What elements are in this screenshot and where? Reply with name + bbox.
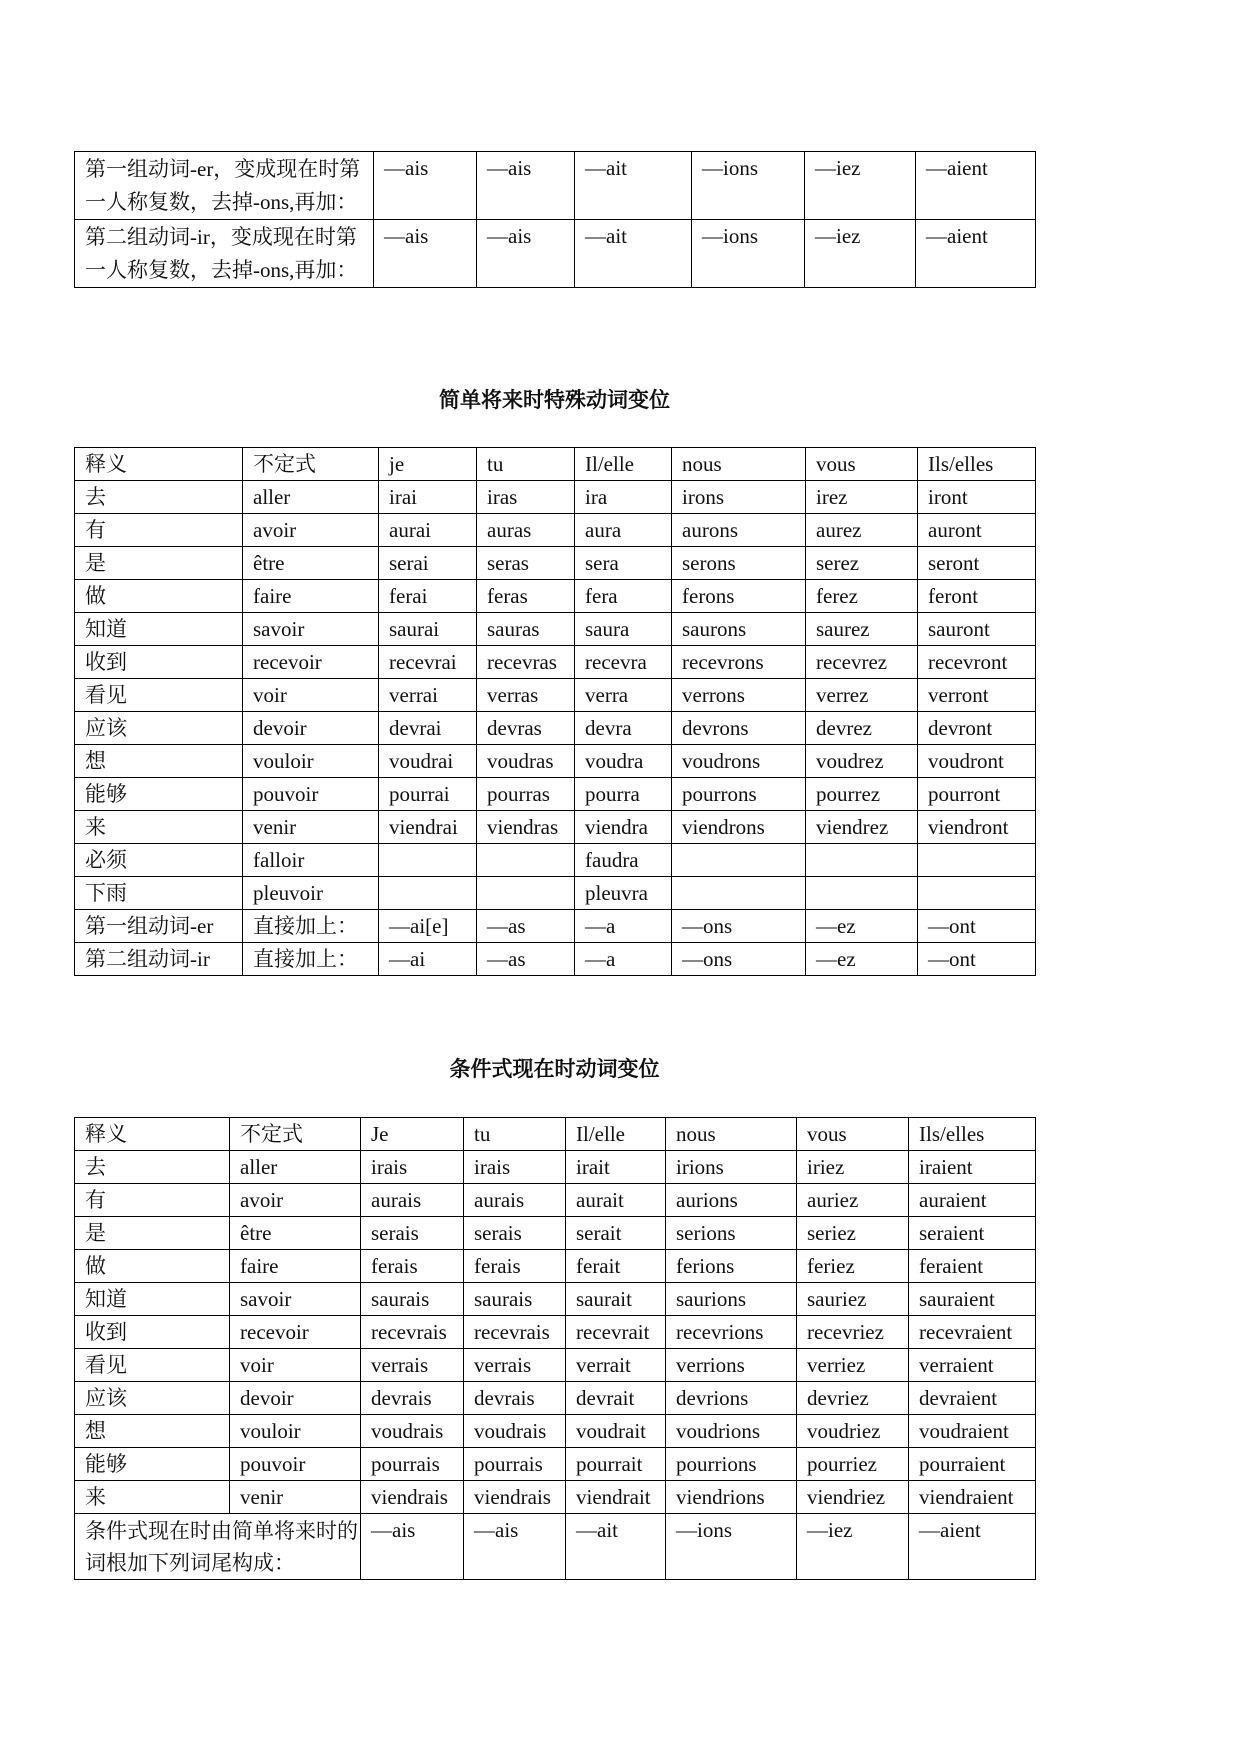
row-label-cell: 能够 — [75, 778, 243, 811]
row-label-cell: 知道 — [75, 1283, 230, 1316]
column-header: Ils/elles — [918, 448, 1036, 481]
conjugation-cell: voudrais — [464, 1415, 566, 1448]
conjugation-cell: feront — [918, 580, 1036, 613]
table-row — [75, 943, 1036, 976]
conjugation-cell: —ions — [692, 152, 805, 220]
row-label-cell: 看见 — [75, 679, 243, 712]
conjugation-cell: pourrions — [666, 1448, 797, 1481]
conjugation-cell: ira — [575, 481, 672, 514]
conjugation-cell — [477, 844, 575, 877]
conjugation-cell: —ais — [374, 220, 477, 288]
conjugation-cell: devrais — [464, 1382, 566, 1415]
conjugation-cell — [672, 877, 806, 910]
conjugation-cell: iras — [477, 481, 575, 514]
conjugation-cell: recevrai — [379, 646, 477, 679]
table-row — [75, 580, 1036, 613]
conjugation-cell: verrions — [666, 1349, 797, 1382]
column-header: Il/elle — [566, 1118, 666, 1151]
conjugation-cell: auras — [477, 514, 575, 547]
conjugation-cell: recevriez — [797, 1316, 909, 1349]
row-label-cell: 第一组动词-er — [75, 910, 243, 943]
table-row — [75, 1217, 1036, 1250]
conjugation-cell — [806, 844, 918, 877]
conjugation-cell: savoir — [243, 613, 379, 646]
conjugation-cell: pouvoir — [230, 1448, 361, 1481]
conjugation-cell: être — [243, 547, 379, 580]
conjugation-cell: verrait — [566, 1349, 666, 1382]
conjugation-cell: saura — [575, 613, 672, 646]
table-row — [75, 745, 1036, 778]
column-header: nous — [666, 1118, 797, 1151]
conjugation-cell: recevront — [918, 646, 1036, 679]
conjugation-cell: —ez — [806, 943, 918, 976]
conjugation-cell: voudrons — [672, 745, 806, 778]
conjugation-cell: verrais — [361, 1349, 464, 1382]
conjugation-cell: —a — [575, 943, 672, 976]
conjugation-cell: recevrais — [464, 1316, 566, 1349]
table-row — [75, 778, 1036, 811]
conjugation-cell: ferait — [566, 1250, 666, 1283]
conjugation-cell: viendriez — [797, 1481, 909, 1514]
conjugation-cell: viendraient — [909, 1481, 1036, 1514]
conjugation-cell: vouloir — [243, 745, 379, 778]
row-label-cell: 必须 — [75, 844, 243, 877]
conjugation-cell: voudrez — [806, 745, 918, 778]
conjugation-cell: recevra — [575, 646, 672, 679]
conjugation-cell: feras — [477, 580, 575, 613]
column-header: vous — [806, 448, 918, 481]
conjugation-cell: verrai — [379, 679, 477, 712]
conjugation-cell — [379, 844, 477, 877]
conjugation-cell: viendrez — [806, 811, 918, 844]
row-label-cell: 想 — [75, 1415, 230, 1448]
conjugation-cell: —ions — [692, 220, 805, 288]
row-label-cell: 去 — [75, 481, 243, 514]
row-label-cell: 看见 — [75, 1349, 230, 1382]
column-header: Il/elle — [575, 448, 672, 481]
table-row — [75, 1184, 1036, 1217]
conjugation-cell: verraient — [909, 1349, 1036, 1382]
conjugation-cell: être — [230, 1217, 361, 1250]
conjugation-cell: aurez — [806, 514, 918, 547]
conjugation-cell: voudraient — [909, 1415, 1036, 1448]
conjugation-cell: irait — [566, 1151, 666, 1184]
conjugation-cell: irais — [361, 1151, 464, 1184]
conjugation-cell: 直接加上： — [243, 943, 379, 976]
conjugation-cell: seras — [477, 547, 575, 580]
conjugation-cell: voir — [230, 1349, 361, 1382]
conjugation-cell: ferai — [379, 580, 477, 613]
conjugation-cell: verras — [477, 679, 575, 712]
conjugation-cell: —ai — [379, 943, 477, 976]
conjugation-cell: —as — [477, 943, 575, 976]
conjugation-cell: devoir — [243, 712, 379, 745]
table-row — [75, 844, 1036, 877]
conjugation-cell: viendrai — [379, 811, 477, 844]
conjugation-cell: pourrais — [464, 1448, 566, 1481]
conjugation-cell: saurait — [566, 1283, 666, 1316]
conjugation-cell: aurait — [566, 1184, 666, 1217]
conjugation-cell: ferions — [666, 1250, 797, 1283]
table-row — [75, 877, 1036, 910]
conjugation-cell: iront — [918, 481, 1036, 514]
conjugation-cell: devrai — [379, 712, 477, 745]
table-row — [75, 514, 1036, 547]
column-header: tu — [464, 1118, 566, 1151]
conjugation-cell: venir — [230, 1481, 361, 1514]
conjugation-cell: —ais — [374, 152, 477, 220]
conjugation-cell: feriez — [797, 1250, 909, 1283]
conjugation-cell: devriez — [797, 1382, 909, 1415]
column-header: Ils/elles — [909, 1118, 1036, 1151]
conjugation-cell: aurais — [464, 1184, 566, 1217]
conjugation-cell: viendrait — [566, 1481, 666, 1514]
conjugation-cell: devront — [918, 712, 1036, 745]
conjugation-cell: pourrai — [379, 778, 477, 811]
conjugation-cell: sauront — [918, 613, 1036, 646]
conjugation-cell — [379, 877, 477, 910]
conjugation-cell: pourront — [918, 778, 1036, 811]
table-row — [75, 1415, 1036, 1448]
conjugation-cell: aurais — [361, 1184, 464, 1217]
row-label-cell: 应该 — [75, 1382, 230, 1415]
conjugation-cell: auront — [918, 514, 1036, 547]
conjugation-cell: pourrez — [806, 778, 918, 811]
conjugation-cell: verrons — [672, 679, 806, 712]
conjugation-cell: verriez — [797, 1349, 909, 1382]
conjugation-cell: sauriez — [797, 1283, 909, 1316]
conjugation-cell: avoir — [243, 514, 379, 547]
conjugation-cell: voir — [243, 679, 379, 712]
table-row — [75, 1481, 1036, 1514]
conjugation-cell: voudrait — [566, 1415, 666, 1448]
conjugation-cell: aller — [230, 1151, 361, 1184]
column-header: 释义 — [75, 448, 243, 481]
conjugation-cell: recevraient — [909, 1316, 1036, 1349]
row-label-cell: 去 — [75, 1151, 230, 1184]
conjugation-cell: faire — [230, 1250, 361, 1283]
ending-cell: —ait — [566, 1514, 666, 1580]
column-header: 不定式 — [243, 448, 379, 481]
conjugation-cell: —aient — [916, 220, 1036, 288]
header-row — [75, 1118, 1036, 1151]
conjugation-cell: falloir — [243, 844, 379, 877]
conjugation-cell: fera — [575, 580, 672, 613]
column-header: Je — [361, 1118, 464, 1151]
conjugation-cell: viendras — [477, 811, 575, 844]
conjugation-cell: pourraient — [909, 1448, 1036, 1481]
conjugation-cell: pleuvra — [575, 877, 672, 910]
conjugation-cell: voudront — [918, 745, 1036, 778]
conjugation-cell: devrez — [806, 712, 918, 745]
conjugation-cell: iraient — [909, 1151, 1036, 1184]
conjugation-cell: recevoir — [243, 646, 379, 679]
column-header: nous — [672, 448, 806, 481]
conjugation-cell: recevras — [477, 646, 575, 679]
conjugation-cell: irez — [806, 481, 918, 514]
conjugation-cell: ferais — [361, 1250, 464, 1283]
table-row — [75, 1250, 1036, 1283]
row-label-cell: 做 — [75, 580, 243, 613]
conjugation-cell: recevrons — [672, 646, 806, 679]
conjugation-cell: viendrais — [361, 1481, 464, 1514]
conjugation-cell: aura — [575, 514, 672, 547]
row-label-cell: 是 — [75, 1217, 230, 1250]
conjugation-cell: pourras — [477, 778, 575, 811]
futur-conjugation-table — [74, 447, 1036, 976]
conjugation-cell: serais — [464, 1217, 566, 1250]
conjugation-cell: seriez — [797, 1217, 909, 1250]
ending-cell: —iez — [797, 1514, 909, 1580]
row-label-cell: 应该 — [75, 712, 243, 745]
ending-cell: —ais — [464, 1514, 566, 1580]
conjugation-cell: feraient — [909, 1250, 1036, 1283]
row-label-cell: 来 — [75, 811, 243, 844]
conjugation-cell: ferais — [464, 1250, 566, 1283]
conjugation-cell: irais — [464, 1151, 566, 1184]
table-row — [75, 910, 1036, 943]
conjugation-cell: viendront — [918, 811, 1036, 844]
conjugation-cell: faudra — [575, 844, 672, 877]
conjugation-cell: saurais — [361, 1283, 464, 1316]
column-header: 不定式 — [230, 1118, 361, 1151]
table-row — [75, 547, 1036, 580]
ending-cell: —ais — [361, 1514, 464, 1580]
conjugation-cell: verrais — [464, 1349, 566, 1382]
row-label-cell: 第二组动词-ir — [75, 943, 243, 976]
row-label-cell: 知道 — [75, 613, 243, 646]
table-row — [75, 646, 1036, 679]
conjugation-cell: seront — [918, 547, 1036, 580]
row-label-cell: 第二组动词-ir，变成现在时第一人称复数，去掉-ons,再加： — [75, 220, 374, 288]
conjugation-cell: —ait — [575, 152, 692, 220]
conjugation-cell: devras — [477, 712, 575, 745]
conjugation-cell: aurions — [666, 1184, 797, 1217]
conjugation-cell: serais — [361, 1217, 464, 1250]
column-header: tu — [477, 448, 575, 481]
conjugation-cell: recevoir — [230, 1316, 361, 1349]
imparfait-endings-table — [74, 151, 1036, 288]
conjugation-cell: viendrons — [672, 811, 806, 844]
conjugation-cell: pourrais — [361, 1448, 464, 1481]
conjugation-cell: irons — [672, 481, 806, 514]
conjugation-cell — [477, 877, 575, 910]
conjugation-cell: serait — [566, 1217, 666, 1250]
column-header: vous — [797, 1118, 909, 1151]
conjugation-cell: verrez — [806, 679, 918, 712]
conjugation-cell: saurai — [379, 613, 477, 646]
row-label-cell: 下雨 — [75, 877, 243, 910]
conjugation-cell: serai — [379, 547, 477, 580]
conjugation-cell: —ons — [672, 910, 806, 943]
conjugation-cell: recevrez — [806, 646, 918, 679]
conjugation-cell: saurais — [464, 1283, 566, 1316]
conjugation-cell: voudrions — [666, 1415, 797, 1448]
row-label-cell: 收到 — [75, 1316, 230, 1349]
conjugation-cell: serions — [666, 1217, 797, 1250]
conditionnel-conjugation-table — [74, 1117, 1036, 1580]
conjugation-cell: viendra — [575, 811, 672, 844]
conjugation-cell: recevrais — [361, 1316, 464, 1349]
conjugation-cell: devoir — [230, 1382, 361, 1415]
conjugation-cell — [918, 877, 1036, 910]
row-label-cell: 做 — [75, 1250, 230, 1283]
column-header: je — [379, 448, 477, 481]
conjugation-cell: aller — [243, 481, 379, 514]
conjugation-cell: irai — [379, 481, 477, 514]
table-row — [75, 1382, 1036, 1415]
conjugation-cell: pouvoir — [243, 778, 379, 811]
conjugation-cell: —ais — [477, 220, 575, 288]
conjugation-cell: voudrai — [379, 745, 477, 778]
conjugation-cell: devrons — [672, 712, 806, 745]
conjugation-cell: iriez — [797, 1151, 909, 1184]
conjugation-cell: seraient — [909, 1217, 1036, 1250]
table-row — [75, 481, 1036, 514]
conjugation-cell: voudras — [477, 745, 575, 778]
row-label-cell: 收到 — [75, 646, 243, 679]
conjugation-cell: —iez — [805, 152, 916, 220]
conjugation-cell: aurai — [379, 514, 477, 547]
table-row — [75, 679, 1036, 712]
conjugation-cell: auriez — [797, 1184, 909, 1217]
imparfait-table-body — [75, 152, 1036, 288]
conjugation-cell: —ais — [477, 152, 575, 220]
endings-note-cell: 条件式现在时由简单将来时的词根加下列词尾构成： — [75, 1514, 361, 1580]
conjugation-cell: avoir — [230, 1184, 361, 1217]
conditionnel-section-title: 条件式现在时动词变位 — [449, 1057, 660, 1081]
conjugation-cell: verront — [918, 679, 1036, 712]
row-label-cell: 能够 — [75, 1448, 230, 1481]
conjugation-cell: viendrais — [464, 1481, 566, 1514]
conjugation-cell: pourriez — [797, 1448, 909, 1481]
futur-section-title: 简单将来时特殊动词变位 — [439, 388, 670, 412]
conjugation-cell: recevrions — [666, 1316, 797, 1349]
table-row — [75, 613, 1036, 646]
conjugation-cell: devraient — [909, 1382, 1036, 1415]
conjugation-cell: —ai[e] — [379, 910, 477, 943]
conjugation-cell: venir — [243, 811, 379, 844]
conjugation-cell: voudrais — [361, 1415, 464, 1448]
futur-table-body — [75, 448, 1036, 976]
conjugation-cell — [918, 844, 1036, 877]
conjugation-cell: aurons — [672, 514, 806, 547]
table-row — [75, 1349, 1036, 1382]
row-label-cell: 有 — [75, 514, 243, 547]
table-row — [75, 1448, 1036, 1481]
conjugation-cell: —ons — [672, 943, 806, 976]
ending-cell: —aient — [909, 1514, 1036, 1580]
conjugation-cell: pourrait — [566, 1448, 666, 1481]
conjugation-cell: —aient — [916, 152, 1036, 220]
conjugation-cell: devra — [575, 712, 672, 745]
conjugation-cell: auraient — [909, 1184, 1036, 1217]
conjugation-cell: —ait — [575, 220, 692, 288]
conjugation-cell — [672, 844, 806, 877]
conjugation-cell: saurez — [806, 613, 918, 646]
conjugation-cell: viendrions — [666, 1481, 797, 1514]
conjugation-cell: pourra — [575, 778, 672, 811]
conjugation-cell — [806, 877, 918, 910]
conjugation-cell: —ont — [918, 943, 1036, 976]
conjugation-cell: ferez — [806, 580, 918, 613]
conjugation-cell: serez — [806, 547, 918, 580]
conjugation-cell: pourrons — [672, 778, 806, 811]
conjugation-cell: recevrait — [566, 1316, 666, 1349]
ending-cell: —ions — [666, 1514, 797, 1580]
table-row — [75, 712, 1036, 745]
conjugation-cell: ferons — [672, 580, 806, 613]
table-row — [75, 152, 1036, 220]
conjugation-cell: faire — [243, 580, 379, 613]
table-row — [75, 220, 1036, 288]
conjugation-cell: saurons — [672, 613, 806, 646]
conjugation-cell: —ez — [806, 910, 918, 943]
table-row — [75, 811, 1036, 844]
conjugation-cell: verra — [575, 679, 672, 712]
conjugation-cell: —as — [477, 910, 575, 943]
conjugation-cell: sauras — [477, 613, 575, 646]
conjugation-cell: voudra — [575, 745, 672, 778]
conjugation-cell: savoir — [230, 1283, 361, 1316]
conjugation-cell: devrions — [666, 1382, 797, 1415]
row-label-cell: 第一组动词-er，变成现在时第一人称复数，去掉-ons,再加： — [75, 152, 374, 220]
row-label-cell: 是 — [75, 547, 243, 580]
conjugation-cell: vouloir — [230, 1415, 361, 1448]
conjugation-cell: pleuvoir — [243, 877, 379, 910]
conjugation-cell: 直接加上： — [243, 910, 379, 943]
conjugation-cell: serons — [672, 547, 806, 580]
conjugation-cell: devrais — [361, 1382, 464, 1415]
conjugation-cell: —a — [575, 910, 672, 943]
endings-note-row — [75, 1514, 1036, 1580]
conjugation-cell: sera — [575, 547, 672, 580]
conjugation-cell: sauraient — [909, 1283, 1036, 1316]
table-row — [75, 1316, 1036, 1349]
table-row — [75, 1151, 1036, 1184]
conditionnel-table-body — [75, 1118, 1036, 1580]
table-row — [75, 1283, 1036, 1316]
conjugation-cell: voudriez — [797, 1415, 909, 1448]
row-label-cell: 来 — [75, 1481, 230, 1514]
header-row — [75, 448, 1036, 481]
conjugation-cell: irions — [666, 1151, 797, 1184]
conjugation-cell: devrait — [566, 1382, 666, 1415]
row-label-cell: 想 — [75, 745, 243, 778]
column-header: 释义 — [75, 1118, 230, 1151]
row-label-cell: 有 — [75, 1184, 230, 1217]
conjugation-cell: —ont — [918, 910, 1036, 943]
conjugation-cell: —iez — [805, 220, 916, 288]
conjugation-cell: saurions — [666, 1283, 797, 1316]
